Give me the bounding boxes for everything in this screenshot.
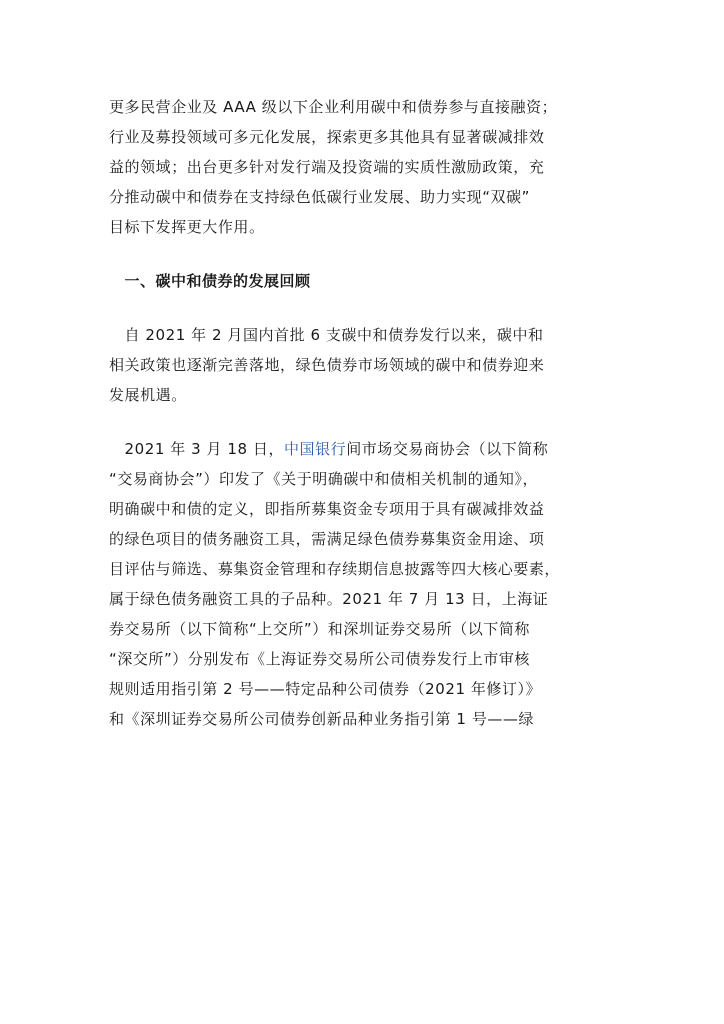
text-line — [109, 434, 633, 464]
text-before-link: 2021 年 3 月 18 日， — [109, 440, 284, 458]
text-line: 益的领域；出台更多针对发行端及投资端的实质性激励政策，充 — [109, 158, 545, 176]
text-line: 的绿色项目的债务融资工具，需满足绿色债券募集资金用途、项 — [109, 530, 545, 548]
text-after-link: 间市场交易商协会（以下简称 — [346, 440, 549, 458]
text-line: 更多民营企业及 AAA 级以下企业利用碳中和债券参与直接融资； — [109, 98, 558, 116]
text-line: “深交所”）分别发布《上海证券交易所公司债券发行上市审核 — [109, 650, 530, 668]
text-line: 规则适用指引第 2 号——特定品种公司债券（2021 年修订）》 — [109, 680, 542, 698]
text-line: 目标下发挥更大作用。 — [109, 218, 265, 236]
paragraph-2 — [109, 320, 633, 410]
text-line: 自 2021 年 2 月国内首批 6 支碳中和债券发行以来，碳中和 — [109, 326, 544, 344]
text-line: 分推动碳中和债券在支持绿色低碳行业发展、助力实现“双碳” — [109, 188, 530, 206]
text-line: 属于绿色债务融资工具的子品种。2021 年 7 月 13 日，上海证 — [109, 590, 549, 608]
text-line: 明确碳中和债的定义，即指所募集资金专项用于具有碳减排效益 — [109, 500, 545, 518]
text-line: “交易商协会”）印发了《关于明确碳中和债相关机制的通知》， — [109, 470, 538, 488]
text-line: 行业及募投领域可多元化发展，探索更多其他具有显著碳减排效 — [109, 128, 545, 146]
paragraph-3 — [109, 434, 633, 734]
text-line: 发展机遇。 — [109, 386, 187, 404]
text-line: 目评估与筛选、募集资金管理和存续期信息披露等四大核心要素， — [109, 560, 560, 578]
bank-link[interactable]: 中国银行 — [284, 440, 347, 458]
text-line: 券交易所（以下简称“上交所”）和深圳证券交易所（以下简称 — [109, 620, 530, 638]
section-heading: 一、碳中和债券的发展回顾 — [109, 272, 311, 290]
document-page — [109, 92, 633, 734]
text-line: 和《深圳证券交易所公司债券创新品种业务指引第 1 号——绿 — [109, 710, 535, 728]
paragraph-intro — [109, 92, 633, 242]
text-line: 相关政策也逐渐完善落地，绿色债券市场领域的碳中和债券迎来 — [109, 356, 545, 374]
